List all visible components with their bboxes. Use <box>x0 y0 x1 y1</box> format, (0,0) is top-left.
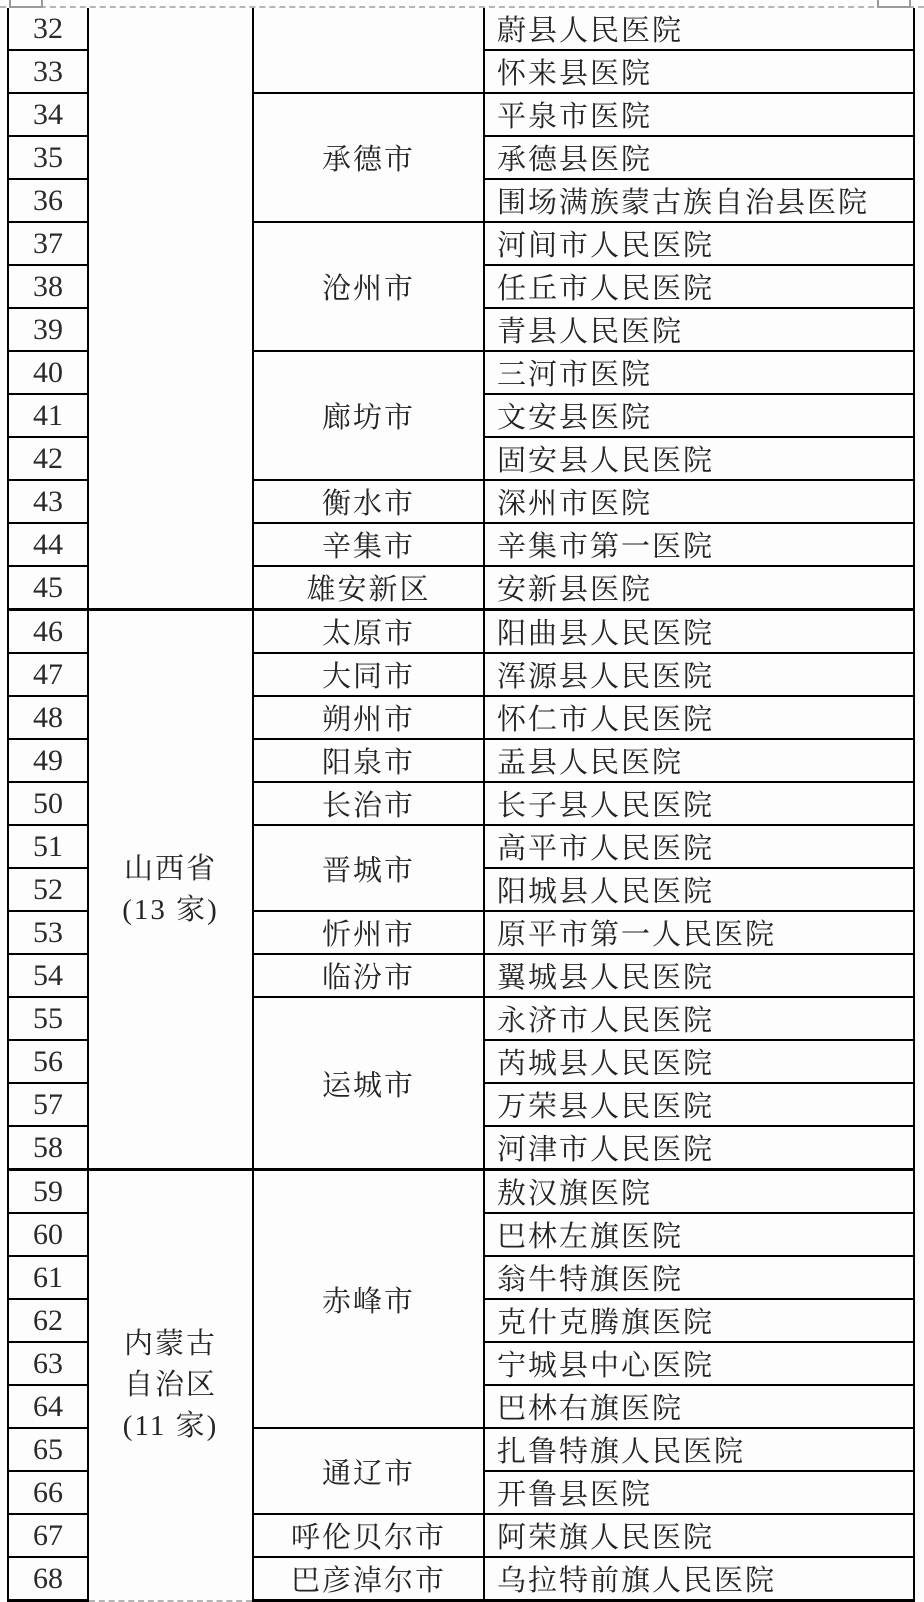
hospital-cell: 怀仁市人民医院 <box>484 696 914 739</box>
row-number-cell: 56 <box>8 1040 88 1083</box>
city-cell: 雄安新区 <box>253 566 484 610</box>
city-cell: 承德市 <box>253 93 484 222</box>
province-label-line: (11 家) <box>122 1409 219 1442</box>
city-cell: 晋城市 <box>253 825 484 911</box>
city-cell: 衡水市 <box>253 480 484 523</box>
hospital-cell: 扎鲁特旗人民医院 <box>484 1428 914 1471</box>
city-cell: 通辽市 <box>253 1428 484 1514</box>
hospital-cell: 永济市人民医院 <box>484 997 914 1040</box>
hospital-cell: 固安县人民医院 <box>484 437 914 480</box>
city-cell: 太原市 <box>253 610 484 654</box>
hospital-cell: 辛集市第一医院 <box>484 523 914 566</box>
hospital-cell: 长子县人民医院 <box>484 782 914 825</box>
hospital-cell: 翼城县人民医院 <box>484 954 914 997</box>
row-number-cell: 51 <box>8 825 88 868</box>
hospital-cell: 阳曲县人民医院 <box>484 610 914 654</box>
hospital-cell: 河间市人民医院 <box>484 222 914 265</box>
hospital-cell: 三河市医院 <box>484 351 914 394</box>
row-number-cell: 57 <box>8 1083 88 1126</box>
hospital-cell: 安新县医院 <box>484 566 914 610</box>
city-cell: 临汾市 <box>253 954 484 997</box>
table-row <box>8 8 914 50</box>
row-number-cell: 46 <box>8 610 88 654</box>
row-number-cell: 32 <box>8 8 88 50</box>
row-number-cell: 60 <box>8 1213 88 1256</box>
row-number-cell: 65 <box>8 1428 88 1471</box>
row-number-cell: 34 <box>8 93 88 136</box>
row-number-cell: 39 <box>8 308 88 351</box>
province-cell <box>88 610 253 1170</box>
row-number-cell: 53 <box>8 911 88 954</box>
row-number-cell: 52 <box>8 868 88 911</box>
row-number-cell: 45 <box>8 566 88 610</box>
table-row <box>8 610 914 654</box>
row-number-cell: 61 <box>8 1256 88 1299</box>
row-number-cell: 68 <box>8 1557 88 1601</box>
hospital-cell: 盂县人民医院 <box>484 739 914 782</box>
hospital-cell: 浑源县人民医院 <box>484 653 914 696</box>
hospital-cell: 阳城县人民医院 <box>484 868 914 911</box>
table-continuation-mark-left <box>9 0 43 8</box>
row-number-cell: 62 <box>8 1299 88 1342</box>
city-cell: 朔州市 <box>253 696 484 739</box>
row-number-cell: 40 <box>8 351 88 394</box>
hospital-cell: 高平市人民医院 <box>484 825 914 868</box>
hospital-cell: 深州市医院 <box>484 480 914 523</box>
province-label-line: 内蒙古 <box>123 1327 217 1360</box>
hospital-cell: 阿荣旗人民医院 <box>484 1514 914 1557</box>
city-cell: 运城市 <box>253 997 484 1170</box>
table-continuation-mark-right <box>877 0 911 8</box>
row-number-cell: 63 <box>8 1342 88 1385</box>
hospital-cell: 克什克腾旗医院 <box>484 1299 914 1342</box>
city-cell: 忻州市 <box>253 911 484 954</box>
row-number-cell: 44 <box>8 523 88 566</box>
city-cell: 赤峰市 <box>253 1170 484 1429</box>
row-number-cell: 55 <box>8 997 88 1040</box>
row-number-cell: 48 <box>8 696 88 739</box>
city-cell: 大同市 <box>253 653 484 696</box>
province-label-line: 自治区 <box>123 1368 217 1401</box>
hospital-cell: 敖汉旗医院 <box>484 1170 914 1214</box>
row-number-cell: 67 <box>8 1514 88 1557</box>
row-number-cell: 66 <box>8 1471 88 1514</box>
row-number-cell: 37 <box>8 222 88 265</box>
row-number-cell: 36 <box>8 179 88 222</box>
row-number-cell: 38 <box>8 265 88 308</box>
hospital-table-body <box>8 8 914 1601</box>
hospital-cell: 宁城县中心医院 <box>484 1342 914 1385</box>
city-cell: 巴彦淖尔市 <box>253 1557 484 1601</box>
province-cell <box>88 1170 253 1601</box>
hospital-cell: 巴林左旗医院 <box>484 1213 914 1256</box>
row-number-cell: 43 <box>8 480 88 523</box>
row-number-cell: 58 <box>8 1126 88 1170</box>
row-number-cell: 64 <box>8 1385 88 1428</box>
row-number-cell: 47 <box>8 653 88 696</box>
row-number-cell: 35 <box>8 136 88 179</box>
row-number-cell: 59 <box>8 1170 88 1214</box>
hospital-cell: 芮城县人民医院 <box>484 1040 914 1083</box>
hospital-cell: 开鲁县医院 <box>484 1471 914 1514</box>
hospital-cell: 平泉市医院 <box>484 93 914 136</box>
row-number-cell: 54 <box>8 954 88 997</box>
row-number-cell: 41 <box>8 394 88 437</box>
city-cell: 沧州市 <box>253 222 484 351</box>
hospital-cell: 围场满族蒙古族自治县医院 <box>484 179 914 222</box>
hospital-cell: 原平市第一人民医院 <box>484 911 914 954</box>
city-cell: 长治市 <box>253 782 484 825</box>
row-number-cell: 49 <box>8 739 88 782</box>
city-cell: 廊坊市 <box>253 351 484 480</box>
city-cell: 辛集市 <box>253 523 484 566</box>
hospital-cell: 怀来县医院 <box>484 50 914 93</box>
hospital-cell: 任丘市人民医院 <box>484 265 914 308</box>
hospital-cell: 承德县医院 <box>484 136 914 179</box>
hospital-cell: 文安县医院 <box>484 394 914 437</box>
row-number-cell: 50 <box>8 782 88 825</box>
table-row <box>8 1170 914 1214</box>
hospital-cell: 万荣县人民医院 <box>484 1083 914 1126</box>
row-number-cell: 33 <box>8 50 88 93</box>
hospital-cell: 巴林右旗医院 <box>484 1385 914 1428</box>
province-label-line: 山西省 <box>123 852 217 885</box>
province-label-line: (13 家) <box>122 893 219 926</box>
hospital-list-table <box>7 8 915 1602</box>
hospital-cell: 乌拉特前旗人民医院 <box>484 1557 914 1601</box>
city-cell: 呼伦贝尔市 <box>253 1514 484 1557</box>
hospital-cell: 青县人民医院 <box>484 308 914 351</box>
hospital-cell: 蔚县人民医院 <box>484 8 914 50</box>
province-cell <box>88 8 253 610</box>
city-cell: 阳泉市 <box>253 739 484 782</box>
city-cell <box>253 8 484 93</box>
row-number-cell: 42 <box>8 437 88 480</box>
hospital-cell: 翁牛特旗医院 <box>484 1256 914 1299</box>
hospital-cell: 河津市人民医院 <box>484 1126 914 1170</box>
